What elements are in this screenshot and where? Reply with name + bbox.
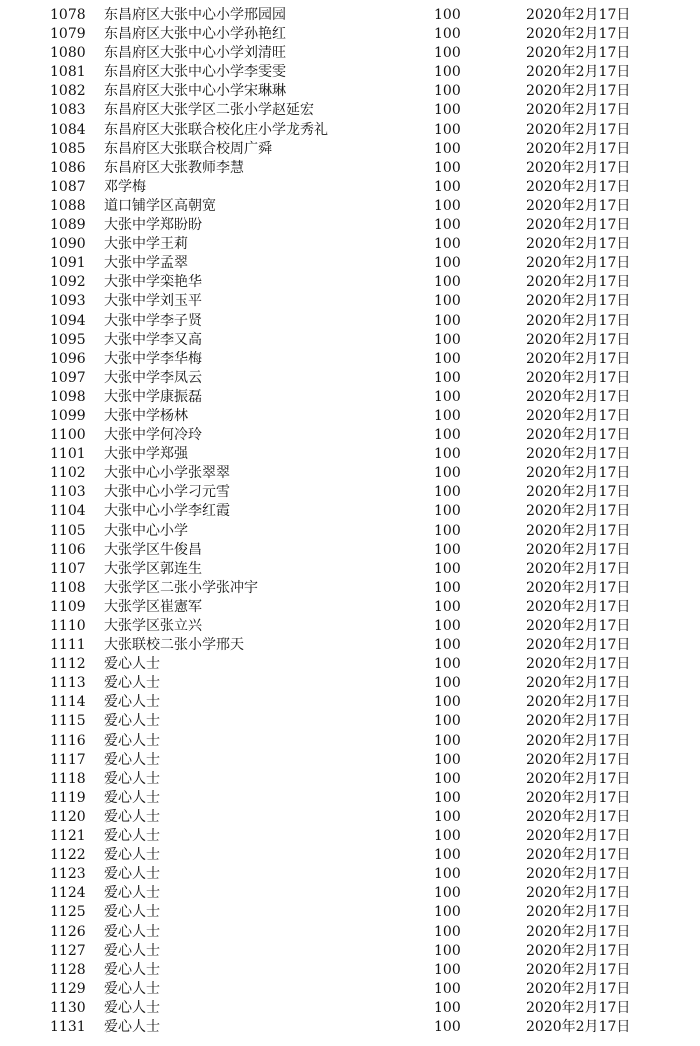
date-cell: 2020年2月17日 [526, 675, 631, 692]
donation-table [0, 6, 700, 1037]
table-row [0, 483, 700, 502]
table-row [0, 426, 700, 445]
amount-cell: 100 [434, 121, 461, 138]
amount-cell: 100 [434, 713, 461, 730]
table-row [0, 961, 700, 980]
amount-cell: 100 [434, 503, 461, 520]
date-cell: 2020年2月17日 [526, 942, 631, 959]
donor-name-cell: 大张中学孟翠 [104, 255, 188, 272]
donor-name-cell: 爱心人士 [104, 656, 160, 673]
table-row [0, 999, 700, 1018]
table-row [0, 140, 700, 159]
row-number-cell: 1116 [50, 732, 86, 749]
date-cell: 2020年2月17日 [526, 64, 631, 81]
row-number-cell: 1096 [50, 350, 86, 367]
table-row [0, 292, 700, 311]
amount-cell: 100 [434, 770, 461, 787]
donor-name-cell: 大张学区牛俊昌 [104, 541, 202, 558]
row-number-cell: 1114 [50, 694, 86, 711]
date-cell: 2020年2月17日 [526, 560, 631, 577]
amount-cell: 100 [434, 217, 461, 234]
table-row [0, 445, 700, 464]
table-row [0, 522, 700, 541]
donor-name-cell: 爱心人士 [104, 980, 160, 997]
amount-cell: 100 [434, 45, 461, 62]
date-cell: 2020年2月17日 [526, 598, 631, 615]
table-row [0, 903, 700, 922]
donor-name-cell: 东昌府区大张教师李慧 [104, 159, 244, 176]
table-row [0, 197, 700, 216]
donor-name-cell: 大张中心小学 [104, 522, 188, 539]
table-row [0, 235, 700, 254]
amount-cell: 100 [434, 560, 461, 577]
donor-name-cell: 大张中学杨林 [104, 407, 188, 424]
table-row [0, 712, 700, 731]
donor-name-cell: 东昌府区大张中心小学邢园园 [104, 7, 286, 23]
date-cell: 2020年2月17日 [526, 866, 631, 883]
donor-name-cell: 道口铺学区高朝宽 [104, 197, 216, 214]
date-cell: 2020年2月17日 [526, 293, 631, 310]
row-number-cell: 1128 [50, 961, 86, 978]
date-cell: 2020年2月17日 [526, 465, 631, 482]
amount-cell: 100 [434, 980, 461, 997]
amount-cell: 100 [434, 961, 461, 978]
table-row [0, 865, 700, 884]
row-number-cell: 1131 [50, 1018, 86, 1035]
date-cell: 2020年2月17日 [526, 388, 631, 405]
date-cell: 2020年2月17日 [526, 847, 631, 864]
amount-cell: 100 [434, 465, 461, 482]
row-number-cell: 1123 [50, 866, 86, 883]
row-number-cell: 1130 [50, 999, 86, 1016]
row-number-cell: 1102 [50, 465, 86, 482]
date-cell: 2020年2月17日 [526, 789, 631, 806]
donor-name-cell: 大张中心小学李红霞 [104, 503, 230, 520]
donor-name-cell: 大张学区二张小学张冲宇 [104, 579, 258, 596]
table-row [0, 254, 700, 273]
amount-cell: 100 [434, 236, 461, 253]
row-number-cell: 1105 [50, 522, 86, 539]
amount-cell: 100 [434, 140, 461, 157]
donor-name-cell: 爱心人士 [104, 751, 160, 768]
donor-name-cell: 大张学区郭连生 [104, 560, 202, 577]
table-row [0, 636, 700, 655]
table-row [0, 789, 700, 808]
row-number-cell: 1118 [50, 770, 86, 787]
amount-cell: 100 [434, 522, 461, 539]
row-number-cell: 1115 [50, 713, 86, 730]
row-number-cell: 1101 [50, 446, 86, 463]
row-number-cell: 1088 [50, 197, 86, 214]
amount-cell: 100 [434, 789, 461, 806]
donor-name-cell: 东昌府区大张联合校周广舜 [104, 140, 272, 157]
amount-cell: 100 [434, 751, 461, 768]
table-row [0, 63, 700, 82]
donor-name-cell: 邓学梅 [104, 178, 146, 195]
donor-name-cell: 大张学区崔憲军 [104, 598, 202, 615]
donor-name-cell: 东昌府区大张联合校化庄小学龙秀礼 [104, 121, 328, 138]
table-row [0, 82, 700, 101]
table-row [0, 25, 700, 44]
date-cell: 2020年2月17日 [526, 999, 631, 1016]
donor-name-cell: 大张中心小学张翠翠 [104, 465, 230, 482]
row-number-cell: 1120 [50, 808, 86, 825]
row-number-cell: 1085 [50, 140, 86, 157]
row-number-cell: 1121 [50, 828, 86, 845]
table-row [0, 541, 700, 560]
amount-cell: 100 [434, 999, 461, 1016]
amount-cell: 100 [434, 656, 461, 673]
amount-cell: 100 [434, 942, 461, 959]
row-number-cell: 1078 [50, 7, 86, 23]
table-row [0, 808, 700, 827]
table-row [0, 407, 700, 426]
date-cell: 2020年2月17日 [526, 828, 631, 845]
donor-name-cell: 大张中学李凤云 [104, 369, 202, 386]
table-row [0, 751, 700, 770]
donor-name-cell: 爱心人士 [104, 675, 160, 692]
row-number-cell: 1079 [50, 26, 86, 43]
table-row [0, 502, 700, 521]
amount-cell: 100 [434, 178, 461, 195]
table-row [0, 560, 700, 579]
donor-name-cell: 爱心人士 [104, 694, 160, 711]
donor-name-cell: 大张中学郑强 [104, 446, 188, 463]
donor-name-cell: 爱心人士 [104, 866, 160, 883]
donor-name-cell: 东昌府区大张中心小学宋琳琳 [104, 83, 286, 100]
amount-cell: 100 [434, 828, 461, 845]
donor-name-cell: 东昌府区大张中心小学孙艳红 [104, 26, 286, 43]
row-number-cell: 1081 [50, 64, 86, 81]
date-cell: 2020年2月17日 [526, 350, 631, 367]
table-row [0, 216, 700, 235]
date-cell: 2020年2月17日 [526, 121, 631, 138]
row-number-cell: 1084 [50, 121, 86, 138]
date-cell: 2020年2月17日 [526, 541, 631, 558]
row-number-cell: 1122 [50, 847, 86, 864]
donor-name-cell: 爱心人士 [104, 713, 160, 730]
amount-cell: 100 [434, 427, 461, 444]
date-cell: 2020年2月17日 [526, 923, 631, 940]
date-cell: 2020年2月17日 [526, 217, 631, 234]
amount-cell: 100 [434, 618, 461, 634]
date-cell: 2020年2月17日 [526, 579, 631, 596]
table-row [0, 464, 700, 483]
date-cell: 2020年2月17日 [526, 656, 631, 673]
amount-cell: 100 [434, 331, 461, 348]
table-row [0, 884, 700, 903]
donor-name-cell: 东昌府区大张中心小学刘清旺 [104, 45, 286, 62]
row-number-cell: 1098 [50, 388, 86, 405]
row-number-cell: 1119 [50, 789, 86, 806]
row-number-cell: 1126 [50, 923, 86, 940]
table-row [0, 369, 700, 388]
table-row [0, 732, 700, 751]
table-row [0, 350, 700, 369]
table-row [0, 617, 700, 636]
donor-name-cell: 大张中学李又高 [104, 331, 202, 348]
amount-cell: 100 [434, 484, 461, 501]
donor-name-cell: 大张中学康振磊 [104, 388, 202, 405]
date-cell: 2020年2月17日 [526, 1018, 631, 1035]
amount-cell: 100 [434, 197, 461, 214]
table-row [0, 598, 700, 617]
amount-cell: 100 [434, 274, 461, 291]
amount-cell: 100 [434, 847, 461, 864]
amount-cell: 100 [434, 102, 461, 119]
date-cell: 2020年2月17日 [526, 808, 631, 825]
date-cell: 2020年2月17日 [526, 407, 631, 424]
donor-name-cell: 爱心人士 [104, 789, 160, 806]
amount-cell: 100 [434, 312, 461, 329]
donor-name-cell: 大张中心小学刁元雪 [104, 484, 230, 501]
row-number-cell: 1097 [50, 369, 86, 386]
row-number-cell: 1110 [50, 618, 86, 634]
table-row [0, 579, 700, 598]
donor-name-cell: 爱心人士 [104, 828, 160, 845]
row-number-cell: 1113 [50, 675, 86, 692]
donor-name-cell: 大张联校二张小学邢天 [104, 637, 244, 654]
date-cell: 2020年2月17日 [526, 637, 631, 654]
table-row [0, 655, 700, 674]
donor-name-cell: 东昌府区大张中心小学李雯雯 [104, 64, 286, 81]
row-number-cell: 1082 [50, 83, 86, 100]
amount-cell: 100 [434, 64, 461, 81]
row-number-cell: 1109 [50, 598, 86, 615]
date-cell: 2020年2月17日 [526, 503, 631, 520]
row-number-cell: 1107 [50, 560, 86, 577]
amount-cell: 100 [434, 675, 461, 692]
date-cell: 2020年2月17日 [526, 159, 631, 176]
date-cell: 2020年2月17日 [526, 961, 631, 978]
donor-name-cell: 爱心人士 [104, 847, 160, 864]
amount-cell: 100 [434, 904, 461, 921]
row-number-cell: 1086 [50, 159, 86, 176]
donor-name-cell: 爱心人士 [104, 942, 160, 959]
amount-cell: 100 [434, 923, 461, 940]
table-row [0, 827, 700, 846]
row-number-cell: 1080 [50, 45, 86, 62]
amount-cell: 100 [434, 255, 461, 272]
row-number-cell: 1103 [50, 484, 86, 501]
donor-name-cell: 爱心人士 [104, 1018, 160, 1035]
table-row [0, 44, 700, 63]
row-number-cell: 1095 [50, 331, 86, 348]
row-number-cell: 1108 [50, 579, 86, 596]
amount-cell: 100 [434, 885, 461, 902]
date-cell: 2020年2月17日 [526, 83, 631, 100]
table-row [0, 6, 700, 25]
row-number-cell: 1106 [50, 541, 86, 558]
date-cell: 2020年2月17日 [526, 274, 631, 291]
date-cell: 2020年2月17日 [526, 618, 631, 634]
amount-cell: 100 [434, 579, 461, 596]
date-cell: 2020年2月17日 [526, 694, 631, 711]
donor-name-cell: 大张学区张立兴 [104, 618, 202, 634]
amount-cell: 100 [434, 866, 461, 883]
row-number-cell: 1089 [50, 217, 86, 234]
donor-name-cell: 大张中学李子贤 [104, 312, 202, 329]
amount-cell: 100 [434, 637, 461, 654]
donor-name-cell: 大张中学郑盼盼 [104, 217, 202, 234]
amount-cell: 100 [434, 350, 461, 367]
date-cell: 2020年2月17日 [526, 255, 631, 272]
amount-cell: 100 [434, 407, 461, 424]
amount-cell: 100 [434, 732, 461, 749]
date-cell: 2020年2月17日 [526, 369, 631, 386]
date-cell: 2020年2月17日 [526, 197, 631, 214]
date-cell: 2020年2月17日 [526, 236, 631, 253]
table-row [0, 923, 700, 942]
amount-cell: 100 [434, 388, 461, 405]
row-number-cell: 1117 [50, 751, 86, 768]
row-number-cell: 1100 [50, 427, 86, 444]
amount-cell: 100 [434, 1018, 461, 1035]
row-number-cell: 1091 [50, 255, 86, 272]
date-cell: 2020年2月17日 [526, 178, 631, 195]
date-cell: 2020年2月17日 [526, 446, 631, 463]
donor-name-cell: 爱心人士 [104, 885, 160, 902]
date-cell: 2020年2月17日 [526, 770, 631, 787]
amount-cell: 100 [434, 541, 461, 558]
date-cell: 2020年2月17日 [526, 751, 631, 768]
row-number-cell: 1083 [50, 102, 86, 119]
row-number-cell: 1129 [50, 980, 86, 997]
donor-name-cell: 东昌府区大张学区二张小学赵延宏 [104, 102, 314, 119]
table-row [0, 312, 700, 331]
table-row [0, 121, 700, 140]
donor-name-cell: 大张中学王莉 [104, 236, 188, 253]
row-number-cell: 1111 [50, 637, 86, 654]
table-row [0, 980, 700, 999]
date-cell: 2020年2月17日 [526, 140, 631, 157]
date-cell: 2020年2月17日 [526, 7, 631, 23]
donor-name-cell: 大张中学李华梅 [104, 350, 202, 367]
date-cell: 2020年2月17日 [526, 102, 631, 119]
row-number-cell: 1127 [50, 942, 86, 959]
table-row [0, 273, 700, 292]
date-cell: 2020年2月17日 [526, 522, 631, 539]
date-cell: 2020年2月17日 [526, 713, 631, 730]
amount-cell: 100 [434, 83, 461, 100]
row-number-cell: 1124 [50, 885, 86, 902]
amount-cell: 100 [434, 26, 461, 43]
donor-name-cell: 大张中学刘玉平 [104, 293, 202, 310]
date-cell: 2020年2月17日 [526, 427, 631, 444]
amount-cell: 100 [434, 369, 461, 386]
date-cell: 2020年2月17日 [526, 980, 631, 997]
table-row [0, 693, 700, 712]
row-number-cell: 1099 [50, 407, 86, 424]
donor-name-cell: 爱心人士 [104, 808, 160, 825]
table-row [0, 101, 700, 120]
amount-cell: 100 [434, 159, 461, 176]
amount-cell: 100 [434, 293, 461, 310]
amount-cell: 100 [434, 598, 461, 615]
table-row [0, 846, 700, 865]
table-row [0, 942, 700, 961]
table-row [0, 770, 700, 789]
amount-cell: 100 [434, 7, 461, 23]
donor-name-cell: 大张中学栾艳华 [104, 274, 202, 291]
table-row [0, 1018, 700, 1037]
amount-cell: 100 [434, 694, 461, 711]
row-number-cell: 1087 [50, 178, 86, 195]
donor-name-cell: 爱心人士 [104, 770, 160, 787]
date-cell: 2020年2月17日 [526, 45, 631, 62]
row-number-cell: 1104 [50, 503, 86, 520]
table-row [0, 159, 700, 178]
date-cell: 2020年2月17日 [526, 904, 631, 921]
date-cell: 2020年2月17日 [526, 484, 631, 501]
row-number-cell: 1094 [50, 312, 86, 329]
row-number-cell: 1092 [50, 274, 86, 291]
donor-name-cell: 爱心人士 [104, 999, 160, 1016]
donor-name-cell: 大张中学何冷玲 [104, 427, 202, 444]
row-number-cell: 1090 [50, 236, 86, 253]
table-row [0, 178, 700, 197]
donor-name-cell: 爱心人士 [104, 923, 160, 940]
date-cell: 2020年2月17日 [526, 885, 631, 902]
date-cell: 2020年2月17日 [526, 26, 631, 43]
donor-name-cell: 爱心人士 [104, 961, 160, 978]
date-cell: 2020年2月17日 [526, 312, 631, 329]
table-row [0, 674, 700, 693]
date-cell: 2020年2月17日 [526, 331, 631, 348]
table-row [0, 331, 700, 350]
donor-name-cell: 爱心人士 [104, 904, 160, 921]
amount-cell: 100 [434, 446, 461, 463]
donor-name-cell: 爱心人士 [104, 732, 160, 749]
date-cell: 2020年2月17日 [526, 732, 631, 749]
row-number-cell: 1093 [50, 293, 86, 310]
row-number-cell: 1112 [50, 656, 86, 673]
row-number-cell: 1125 [50, 904, 86, 921]
table-row [0, 388, 700, 407]
amount-cell: 100 [434, 808, 461, 825]
